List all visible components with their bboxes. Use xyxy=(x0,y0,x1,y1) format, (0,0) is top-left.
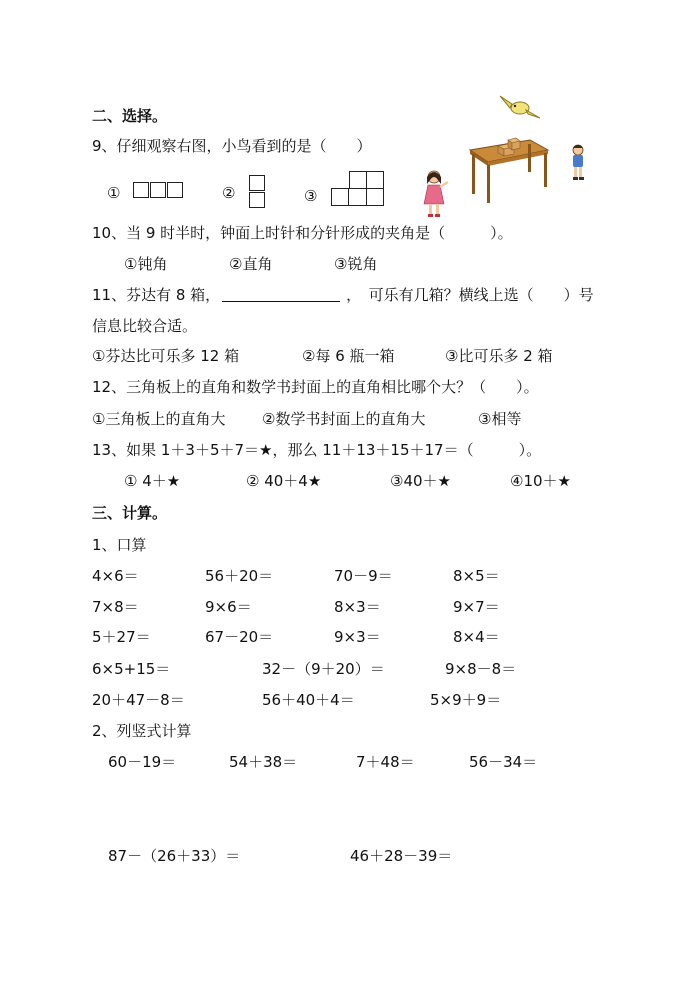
oral-item: 4×6＝ xyxy=(92,567,139,585)
q9-option-3-label: ③ xyxy=(304,187,318,205)
q9-option-1-label: ① xyxy=(107,184,121,202)
vertical-item: 7＋48＝ xyxy=(356,753,415,771)
q12-option-1: ①三角板上的直角大 xyxy=(92,410,226,428)
oral-item: 5×9＋9＝ xyxy=(430,691,502,709)
oral-item: 56＋40＋4＝ xyxy=(262,691,355,709)
oral-item: 5＋27＝ xyxy=(92,628,151,646)
oral-item: 70－9＝ xyxy=(334,567,393,585)
section-2-title: 二、选择。 xyxy=(92,107,168,125)
q10-option-1: ①钝角 xyxy=(124,255,168,273)
question-11-line-2: 信息比较合适。 xyxy=(92,317,198,335)
oral-item: 8×4＝ xyxy=(453,628,500,646)
oral-item: 8×3＝ xyxy=(334,598,381,616)
question-11-line-1 xyxy=(92,285,594,305)
q9-option-2-label: ② xyxy=(222,184,236,202)
girl-illustration xyxy=(418,168,458,220)
q11-option-3: ③比可乐多 2 箱 xyxy=(445,347,553,365)
boy-icon xyxy=(573,145,584,180)
oral-item: 32－（9＋20）＝ xyxy=(262,660,385,678)
oral-item: 9×6＝ xyxy=(205,598,252,616)
vertical-calc-title: 2、列竖式计算 xyxy=(92,722,192,740)
q10-option-2: ②直角 xyxy=(229,255,273,273)
oral-item: 67－20＝ xyxy=(205,628,274,646)
question-12-text: 12、三角板上的直角和数学书封面上的直角相比哪个大？（ ）。 xyxy=(92,378,539,396)
q13-option-1: ① 4＋★ xyxy=(124,472,181,490)
question-11-text-b: ， 可乐有几箱？横线上选（ ）号 xyxy=(346,286,594,304)
q12-option-2: ②数学书封面上的直角大 xyxy=(262,410,426,428)
q13-option-3: ③40＋★ xyxy=(390,472,451,490)
vertical-item: 56－34＝ xyxy=(469,753,538,771)
oral-item: 7×8＝ xyxy=(92,598,139,616)
answer-blank[interactable] xyxy=(222,287,340,302)
vertical-item: 54＋38＝ xyxy=(229,753,298,771)
q11-option-1: ①芬达比可乐多 12 箱 xyxy=(92,347,240,365)
question-13-text: 13、如果 1＋3＋5＋7＝★，那么 11＋13＋15＋17＝（ ）。 xyxy=(92,441,542,459)
oral-item: 9×3＝ xyxy=(334,628,381,646)
oral-item: 9×7＝ xyxy=(453,598,500,616)
q13-option-2: ② 40＋4★ xyxy=(246,472,322,490)
q11-option-2: ②每 6 瓶一箱 xyxy=(302,347,395,365)
oral-item: 9×8－8＝ xyxy=(445,660,517,678)
oral-item: 20＋47－8＝ xyxy=(92,691,185,709)
oral-calc-title: 1、口算 xyxy=(92,536,147,554)
oral-item: 8×5＝ xyxy=(453,567,500,585)
q13-option-4: ④10＋★ xyxy=(510,472,571,490)
question-10-text: 10、当 9 时半时，钟面上时针和分针形成的夹角是（ ）。 xyxy=(92,224,513,242)
bird-icon xyxy=(500,96,540,118)
section-3-title: 三、计算。 xyxy=(92,504,168,522)
oral-item: 56＋20＝ xyxy=(205,567,274,585)
vertical-item: 87－（26＋33）＝ xyxy=(108,847,241,865)
vertical-item: 46＋28－39＝ xyxy=(350,847,453,865)
q12-option-3: ③相等 xyxy=(478,410,522,428)
vertical-item: 60－19＝ xyxy=(108,753,177,771)
question-11-text-a: 11、芬达有 8 箱， xyxy=(92,286,221,304)
question-9-text: 9、仔细观察右图，小鸟看到的是（ ） xyxy=(92,137,372,155)
oral-item: 6×5+15＝ xyxy=(92,660,171,678)
q10-option-3: ③锐角 xyxy=(334,255,378,273)
scene-illustration xyxy=(460,92,610,222)
